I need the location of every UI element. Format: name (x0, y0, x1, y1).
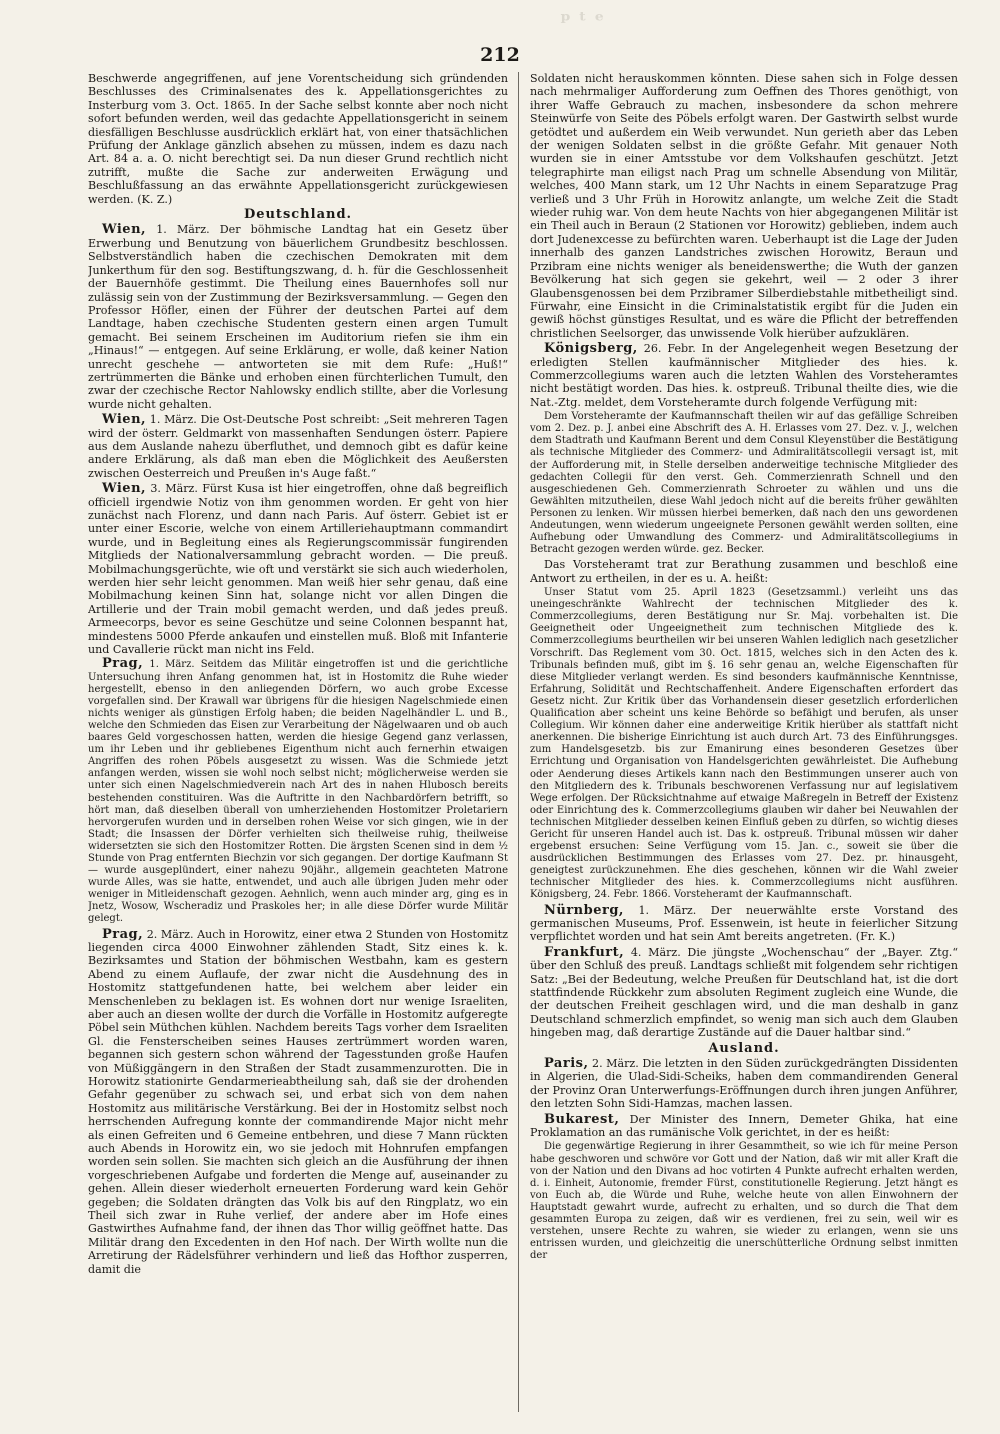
article-text: 1. März. Der böhmische Landtag hat ein Gesetz über Erwerbung und Benutzung von bäuerlichem Grundbesitz beschlossen. Selbstverständlich haben die czechischen Demokraten mit dem Junkerthum für den sog. Bestiftungszwang, d. h. für die Geschlossenheit der Bauernhöfe gestimmt. Die Theilung eines Bauernhofes soll nur zulässig sein von der Zustimmung der Bezirksversammlung. — Gegen den Professor Höfler, einen der Führer der deutschen Partei auf dem Landtage, haben czechische Studenten gestern einen argen Tumult gemacht. Bei seinem Erscheinen im Auditorium riefen sie ihm ein „Hinaus!“ — entgegen. Auf seine Erklärung, er wolle, daß keiner Nation unrecht geschehe — antworteten sie mit dem Rufe: „Huß!“ zertrümmerten die Bänke und erhoben einen fürchterlichen Tumult, den zwar der czechische Rector Nahlowsky endlich stillte, aber die Vorlesung wurde nicht gehalten. (88, 223, 508, 411)
article-text: 3. März. Fürst Kusa ist hier eingetroffen, ohne daß begreiflich officiell irgendwie Notiz von ihm genommen worden. Er geht von hier zunächst nach Florenz, und dann nach Paris. Auf österr. Gebiet ist er unter einer Escorie, welche von einem Artilleriehauptmann commandirt wurde, und in Begleitung eines als Regierungscommissär fungirenden Mitglieds der Nationalversammlung gebracht worden. — Die preuß. Mobilmachungsgerüchte, wie oft und verstärkt sie sich auch wiederholen, werden hier sehr leicht genommen. Man weiß hier sehr genau, daß eine Mobilmachung keinen Sinn hat, solange nicht vor allen Dingen die Artillerie und der Train mobil gemacht werden, und daß jedes preuß. Armeecorps, bevor es seine Geschütze und seine Colonnen bespannt hat, mindestens 5000 Pferde ankaufen und einstellen muß. Bloß mit Infanterie und Cavallerie rückt man nicht ins Feld. (88, 482, 508, 657)
dateline: Wien, (102, 412, 147, 428)
article-text: 2. März. Auch in Horowitz, einer etwa 2 Stunden von Hostomitz liegenden circa 4000 Einwohner zählenden Stadt, Sitz eines k. k. Bezirksamtes und Station der böhmischen Westbahn, kam es gestern Abend zu einem Auflaufe, der zwar nicht die Ausdehnung des in Hostomitz stattgefundenen hatte, bei welchem aber leider ein Menschenleben zu beklagen ist. Es wohnen dort nur wenige Israeliten, aber auch an diesen wollte der durch die Vorfälle in Hostomitz aufgeregte Pöbel sein Müthchen kühlen. Nachdem bereits Tags vorher dem Israeliten Gl. die Fensterscheiben seines Hauses zertrümmert worden waren, begannen sich gestern schon während der Tagesstunden große Haufen von Müßiggängern in den Straßen der Stadt zusammenzurotten. Die in Horowitz stationirte Gendarmerieabtheilung sah, daß sie der drohenden Gefahr gegenüber zu schwach sei, und erbat sich von dem nahen Hostomitz aus militärische Verstärkung. Bei der in Hostomitz selbst noch herrschenden Aufregung konnte der commandirende Major nicht mehr als einen Gefreiten und 6 Gemeine entbehren, und diese 7 Mann rückten auch Abends in Horowitz ein, wo sie jedoch mit Hohnrufen empfangen worden sein sollen. Sie machten sich gleich an die Ausführung der ihnen vorgeschriebenen Aufgabe und forderten die Menge auf, auseinander zu gehen. Allein dieser wiederholt erneuerten Forderung ward kein Gehör gegeben; die Soldaten drängten das Volk bis auf den Ringplatz, wo ein Theil sich zwar in Ruhe verlief, der andere aber im Hofe eines Gastwirthes Aufnahme fand, der ihnen das Thor willig geöffnet hatte. Das Militär drang den Excedenten in den Hof nach. Der Wirth wollte nun die Arretirung der Rädelsführer verhindern und ließ das Hofthor zusperren, damit die (88, 927, 508, 1276)
article-text: Der Minister des Innern, Demeter Ghika, hat eine Proklamation an das rumänische Volk gerichtet, in der es heißt: (530, 1112, 958, 1140)
dateline: Bukarest, (544, 1111, 620, 1127)
page-number: 212 (480, 44, 520, 66)
dateline: Wien, (102, 481, 147, 497)
article-text: 4. März. Die jüngste „Wochenschau“ der „Bayer. Ztg.“ über den Schluß des preuß. Landtags schließt mit folgendem sehr richtigen Satz: „Bei der Bedeutung, welche Preußen für Deutschland hat, ist die dort stattfindende Rückkehr zum absoluten Regiment zugleich eine Wunde, die der deutschen Freiheit geschlagen wird, und die man deshalb in ganz Deutschland schmerzlich empfindet, so wenig man sich auch dem Glauben hingeben mag, daß derartige Zustände auf die Dauer haltbar sind.“ (530, 945, 958, 1040)
article-wien-3 (88, 482, 508, 656)
dateline: Frankfurt, (544, 944, 625, 960)
article-text: 1. März. Der neuerwählte erste Vorstand des germanischen Museums, Prof. Essenwein, ist heute in feierlicher Sitzung verpflichtet worden und hat sein Amt bereits angetreten. (Fr. K.) (530, 903, 958, 944)
article-paragraph: Das Vorsteheramt trat zur Berathung zusammen und beschloß eine Antwort zu ertheilen, in der es u. A. heißt: (530, 558, 958, 585)
column-divider (518, 72, 519, 1412)
article-nuernberg (530, 904, 958, 944)
quoted-reply: Unser Statut vom 25. April 1823 (Gesetzsamml.) verleiht uns das uneingeschränkte Wahlrecht der technischen Mitglieder des k. Commerzcollegiums, deren Bestätigung nur Sr. Maj. vorbehalten ist. Die Geeignetheit oder Ungeeignetheit zum technischen Mitgliede des k. Commerzcollegiums beurtheilen wir bei unseren Wahlen lediglich nach gesetzlicher Vorschrift. Das Reglement vom 30. Oct. 1815, welches sich in den Acten des k. Tribunals befinden muß, gibt im §. 16 sehr genau an, welche Eigenschaften für diese Mitglieder verlangt werden. Es sind besonders kaufmännische Kenntnisse, Erfahrung, Solidität und Rechtschaffenheit. Andere Eigenschaften erfordert das Gesetz nicht. Zur Kritik über das Vorhandensein dieser gesetzlich erforderlichen Qualification aber scheint uns keine Behörde so befähigt und berufen, als unser Collegium. Wir können daher eine anderweitige Kritik hierüber als stattfaft nicht anerkennen. Die bisherige Einrichtung ist auch durch Art. 73 des Einführungsges. zum Handelsgesetzb. bis zur Emanirung eines besonderen Gesetzes über Errichtung und Organisation von Handelsgerichten gewährleistet. Die Aufhebung oder Aenderung dieses Artikels kann nach den Bestimmungen unserer auch von den Mitgliedern des k. Tribunals beschworenen Verfassung nur auf legislativem Wege erfolgen. Der Rücksichtnahme auf etwaige Maßregeln in Betreff der Existenz oder Einrichtung des k. Commerzcollegiums glauben wir daher bei Neuwahlen der technischen Mitglieder desselben keinen Einfluß geben zu dürfen, so wichtig dieses Gericht für unseren Handel auch ist. Das k. ostpreuß. Tribunal müssen wir daher ergebenst ersuchen: Seine Verfügung vom 15. Jan. c., soweit sie über die ausdrücklichen Bestimmungen des Erlasses vom 27. Dez. pr. hinausgeht, geneigtest zurückzunehmen. Ehe dies geschehen, können wir die Wahl zweier technischer Mitglieder des hies. k. Commerzcollegiums nicht ausführen. Königsberg, 24. Febr. 1866. Vorsteheramt der Kaufmannschaft. (530, 587, 958, 901)
dateline: Wien, (102, 222, 147, 238)
article-prag-1 (88, 658, 508, 925)
dateline: Nürnberg, (544, 902, 624, 918)
article-wien-1 (88, 223, 508, 411)
dateline: Königsberg, (544, 341, 638, 357)
article-bukarest (530, 1113, 958, 1140)
section-heading: Ausland. (708, 1040, 780, 1056)
article-paragraph: Beschwerde angegriffenen, auf jene Vorentscheidung sich gründenden Beschlusses des Criminalsenates des k. Appellationsgerichtes zu Insterburg vom 3. Oct. 1865. In der Sache selbst konnte aber noch nicht sofort befunden werden, weil das gedachte Appellationsgericht in seinem diesfälligen Beschlusse ausdrücklich erklärt hat, von einer thatsächlichen Prüfung der Anklage gänzlich absehen zu müssen, indem es dazu nach Art. 84 a. a. O. nicht berechtigt sei. Da nun dieser Grund rechtlich nicht zutrifft, mußte die Sache zur anderweiten Erwägung und Beschlußfassung an das erwähnte Appellationsgericht zurückgewiesen werden. (K. Z.) (88, 72, 508, 206)
article-wien-2 (88, 413, 508, 480)
article-paragraph: Soldaten nicht herauskommen könnten. Diese sahen sich in Folge dessen nach mehrmaliger Aufforderung zum Oeffnen des Thores genöthigt, von ihrer Waffe Gebrauch zu machen, insbesondere da schon mehrere Steinwürfe von Seite des Pöbels erfolgt waren. Der Gastwirth selbst wurde getödtet und außerdem ein Weib verwundet. Nun gerieth aber das Leben der wenigen Soldaten selbst in die größte Gefahr. Mit genauer Noth wurden sie in einer Amtsstube vor dem Volkshaufen geschützt. Jetzt telegraphirte man eiligst nach Prag um schnelle Absendung von Militär, welches, 400 Mann stark, um 12 Uhr Nachts in einem Separatzuge Prag verließ und 3 Uhr Früh in Horowitz anlangte, um welche Zeit die Stadt wieder ruhig war. Von dem heute Nachts von hier abgegangenen Militär ist ein Theil auch in Beraun (2 Stationen vor Horowitz) geblieben, indem auch dort Judenexcesse zu befürchten waren. Ueberhaupt ist die Lage der Juden innerhalb des ganzen Landstriches zwischen Horowitz, Beraun und Przibram eine nichts weniger als beneidenswerthe; die Wuth der ganzen Bevölkerung hat sich gegen sie gekehrt, weil — 2 oder 3 ihrer Glaubensgenossen bei dem Przibramer Silberdiebstahle mitbetheiligt sind. Fürwahr, eine Einsicht in die Criminalstatistik ergibt für die Juden ein gewiß höchst günstiges Resultat, und es wäre die Pflicht der betreffenden christlichen Seelsorger, das unwissende Volk hierüber aufzuklären. (530, 72, 958, 340)
right-column (530, 72, 958, 1412)
article-text: 1. März. Die Ost-Deutsche Post schreibt: „Seit mehreren Tagen wird der österr. Geldmarkt von massenhaften Sendungen österr. Papiere aus dem Auslande nahezu überfluthet, und demnoch gibt es dafür keine andere Erklärung, als daß man eben die Möglichkeit des Aeußersten zwischen Oesterreich und Preußen in's Auge faßt.“ (88, 413, 508, 480)
bleed-through-text: ᵖ ᵗ ᵉ (560, 8, 605, 34)
section-heading: Deutschland. (243, 207, 353, 223)
article-paris (530, 1057, 958, 1111)
left-column (88, 72, 508, 1412)
dateline: Prag, (102, 926, 144, 942)
article-prag-2 (88, 928, 508, 1277)
article-text: 1. März. Seitdem das Militär eingetroffen ist und die gerichtliche Untersuchung ihren Anfang genommen hat, ist in Hostomitz die Ruhe wieder hergestellt, ebenso in den anliegenden Dörfern, wo auch grobe Excesse vorgefallen sind. Der Krawall war übrigens für die hiesigen Nagelschmiede einen nichts weniger als günstigen Erfolg haben; die beiden Nagelhändler L. und B., welche den Schmieden das Eisen zur Verarbeitung der Nägelwaaren und ob auch baares Geld vorgeschossen hatten, werden die hiesige Gegend ganz verlassen, um ihr Leben und ihr gebliebenes Eigenthum nicht auch fernerhin etwaigen Angriffen des rohen Pöbels ausgesetzt zu wissen. Was die Schmiede jetzt anfangen werden, wissen sie wohl noch selbst nicht; möglicherweise werden sie unter sich einen Nagelschmiedverein nach Art des in nahen Hlubosch bereits bestehenden constituiren. Was die Auftritte in den Nachbardörfern betrifft, so hört man, daß dieselben überall von umherziehenden Hostomitzer Proletariern hervorgerufen wurden und in derselben rohen Weise vor sich gingen, wie in der Stadt; die Insassen der Dörfer verhielten sich theilweise ruhig, theilweise widersetzten sie sich den Hostomitzer Rotten. Die ärgsten Scenen sind in dem ½ Stunde von Prag entfernten Biechzin vor sich gegangen. Der dortige Kaufmann St— wurde ausgeplündert, einer nahezu 90jähr., allgemein geachteten Matrone wurde Alles, was sie hatte, entwendet, und auch alle übrigen Juden mehr oder weniger in Mitleidenschaft gezogen. Aehnlich, wenn auch minder arg, ging es in Jnetz, Wosow, Wscheradiz und Praskoles her; in alle diese Dörfer wurde Militär gelegt. (88, 659, 508, 925)
article-frankfurt (530, 946, 958, 1040)
quoted-decree: Dem Vorsteheramte der Kaufmannschaft theilen wir auf das gefällige Schreiben vom 2. Dez. p. J. anbei eine Abschrift des A. H. Erlasses vom 27. Dez. v. J., welchen dem Stadtrath und Kaufmann Berent und dem Consul Kleyenstüber die Bestätigung als technische Mitglieder des Commerz- und Admiralitätscollegii versagt ist, mit der Aufforderung mit, in Stelle derselben anderweitige technische Mitglieder des gedachten Collegii für den verst. Geh. Commerzienrath Schnell und den ausgeschiedenen Geh. Commerzienrath Schroeter zu wählen und uns die Gewählten mitzutheilen, diese Wahl jedoch nicht auf die bereits früher gewählten Personen zu lenken. Wir müssen hierbei bemerken, daß nach den uns gewordenen Andeutungen, wenn wiederum ungeeignete Personen gewählt werden sollten, eine Aufhebung oder Umwandlung des Commerz- und Admiralitätscollegiums in Betracht gezogen werden würde. gez. Becker. (530, 411, 958, 556)
article-koenigsberg (530, 342, 958, 409)
article-text: 26. Febr. In der Angelegenheit wegen Besetzung der erledigten Stellen kaufmännischer Mitglieder des hies. k. Commerzcollegiums waren auch die letzten Wahlen des Vorsteheramtes nicht bestätigt worden. Das hies. k. ostpreuß. Tribunal theilte dies, wie die Nat.-Ztg. meldet, dem Vorsteheramte durch folgende Verfügung mit: (530, 342, 958, 409)
dateline: Prag, (102, 656, 144, 672)
dateline: Paris, (544, 1056, 589, 1071)
article-text: 2. März. Die letzten in den Süden zurückgedrängten Dissidenten in Algerien, die Ulad-Sidi-Scheiks, haben dem commandirenden General der Provinz Oran Unterwerfungs-Eröffnungen durch ihren jungen Anführer, den letzten Sohn Sidi-Hamzas, machen lassen. (530, 1057, 958, 1111)
quoted-proclamation: Die gegenwärtige Regierung in ihrer Gesammtheit, so wie ich für meine Person habe geschworen und schwöre vor Gott und der Nation, daß wir mit aller Kraft die von der Nation und den Divans ad hoc votirten 4 Punkte aufrecht erhalten werden, d. i. Einheit, Autonomie, fremder Fürst, constitutionelle Regierung. Jetzt hängt es von Euch ab, die Würde und Ruhe, welche heute von allen Einwohnern der Hauptstadt gewahrt wurde, aufrecht zu erhalten, und so durch die That dem gesammten Europa zu zeigen, daß wir es verdienen, frei zu sein, weil wir es verstehen, unsere Rechte zu wahren, sie wieder zu erlangen, wenn sie uns entrissen wurden, und gleichzeitig die unerschütterliche Ordnung selbst inmitten der (530, 1141, 958, 1262)
